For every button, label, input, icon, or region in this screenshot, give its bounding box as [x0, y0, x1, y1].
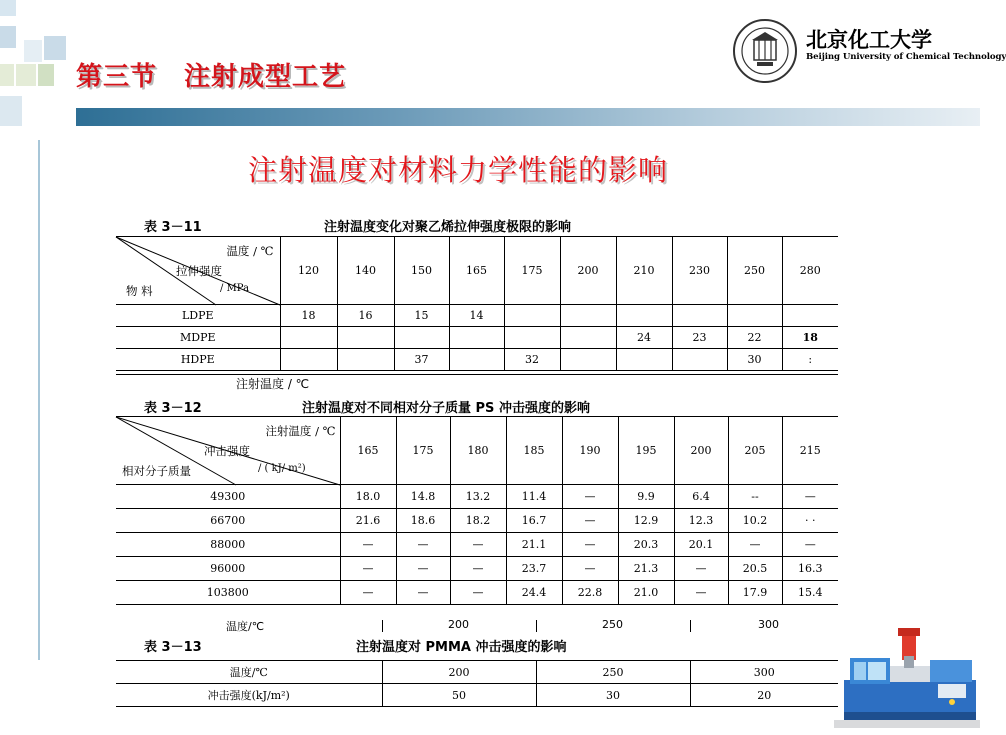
table-row — [116, 533, 838, 557]
table-3-11-caption: 注射温度变化对聚乙烯拉伸强度极限的影响 — [324, 220, 572, 235]
table-cell — [280, 327, 337, 349]
table-row — [116, 557, 838, 581]
table-cell: 15 — [394, 305, 449, 327]
table-3-12-header-row — [116, 417, 838, 485]
table-cell — [504, 305, 560, 327]
table-cell — [394, 327, 449, 349]
table-cell: — — [782, 485, 838, 509]
row-name: 96000 — [116, 557, 340, 581]
corner-mid-label: 拉伸强度 — [176, 264, 222, 278]
table-cell — [560, 349, 616, 371]
table-row — [116, 581, 838, 605]
table-cell — [727, 305, 782, 327]
table-cell — [280, 349, 337, 371]
table-cell: — — [450, 581, 506, 605]
table-cell: 300 — [690, 661, 838, 684]
table-cell: 10.2 — [728, 509, 782, 533]
table-cell: 18.2 — [450, 509, 506, 533]
column-header: 215 — [782, 417, 838, 485]
table-cell: — — [674, 581, 728, 605]
table-row — [116, 509, 838, 533]
table-cell: — — [562, 557, 618, 581]
table-cell: 9.9 — [618, 485, 674, 509]
table-cell: 16 — [337, 305, 394, 327]
column-header: 150 — [394, 237, 449, 305]
table-cell: — — [782, 533, 838, 557]
ghost-row-value: 200 — [448, 618, 469, 631]
table-cell: 20.1 — [674, 533, 728, 557]
table-cell: 20.3 — [618, 533, 674, 557]
table-3-13-ghost-row — [116, 618, 838, 634]
table-cell — [449, 327, 504, 349]
table-3-11-label: 表 3－11 — [144, 220, 202, 235]
column-header: 140 — [337, 237, 394, 305]
table-cell: 30 — [727, 349, 782, 371]
table-cell: 15.4 — [782, 581, 838, 605]
table-cell — [616, 305, 672, 327]
left-vertical-rule — [38, 140, 40, 660]
table-cell: 22 — [727, 327, 782, 349]
column-header: 165 — [449, 237, 504, 305]
table-cell: 18.6 — [396, 509, 450, 533]
table-cell: 37 — [394, 349, 449, 371]
table-row — [116, 485, 838, 509]
table-cell: 11.4 — [506, 485, 562, 509]
university-name-cn: 北京化工大学 — [806, 27, 932, 52]
column-header: 180 — [450, 417, 506, 485]
table-3-11-header-row — [116, 237, 838, 305]
corner-top-label: 注射温度 / ℃ — [265, 424, 336, 438]
table-cell: 32 — [504, 349, 560, 371]
ghost-row-value: 250 — [602, 618, 623, 631]
table-cell — [782, 305, 838, 327]
table-cell: — — [396, 533, 450, 557]
table-cell — [337, 327, 394, 349]
corner-left-label: 相对分子质量 — [122, 464, 191, 478]
table-cell: 20.5 — [728, 557, 782, 581]
row-name: HDPE — [116, 349, 280, 371]
ghost-row-label: 温度/℃ — [226, 620, 265, 633]
corner-top-label: 温度 / ℃ — [226, 244, 274, 258]
column-header: 250 — [727, 237, 782, 305]
table-cell: — — [728, 533, 782, 557]
table-cell: 6.4 — [674, 485, 728, 509]
title-underline-bar — [76, 108, 980, 126]
table-cell: 24.4 — [506, 581, 562, 605]
row-name: 66700 — [116, 509, 340, 533]
row-name: LDPE — [116, 305, 280, 327]
ghost-row-value: 300 — [758, 618, 779, 631]
table-cell: · · — [782, 509, 838, 533]
row-name: 88000 — [116, 533, 340, 557]
column-header: 230 — [672, 237, 727, 305]
column-header: 200 — [674, 417, 728, 485]
table-cell: 22.8 — [562, 581, 618, 605]
column-header: 280 — [782, 237, 838, 305]
ghost-divider — [382, 620, 383, 632]
table-cell: — — [396, 581, 450, 605]
table-cell: 16.7 — [506, 509, 562, 533]
table-cell: 14 — [449, 305, 504, 327]
table-cell: — — [562, 533, 618, 557]
table-cell: 20 — [690, 684, 838, 707]
table-cell: 18.0 — [340, 485, 396, 509]
table-cell: — — [396, 557, 450, 581]
table-cell: 30 — [536, 684, 690, 707]
row-name: 温度/℃ — [116, 661, 382, 684]
table-cell: — — [450, 557, 506, 581]
table-cell: 24 — [616, 327, 672, 349]
table-cell — [504, 327, 560, 349]
table-row — [116, 684, 838, 707]
table-cell: 23 — [672, 327, 727, 349]
university-name-en: Beijing University of Chemical Technology — [806, 52, 1006, 62]
table-row — [116, 327, 838, 349]
column-header: 190 — [562, 417, 618, 485]
table-3-11 — [116, 236, 838, 371]
column-header: 175 — [396, 417, 450, 485]
table-cell: 17.9 — [728, 581, 782, 605]
row-name: 103800 — [116, 581, 340, 605]
table-3-12-corner — [116, 417, 340, 485]
column-header: 120 — [280, 237, 337, 305]
table-3-12-caption: 注射温度对不同相对分子质量 PS 冲击强度的影响 — [302, 401, 590, 416]
table-cell: — — [340, 533, 396, 557]
table-cell — [337, 349, 394, 371]
table-cell: 16.3 — [782, 557, 838, 581]
table-cell — [616, 349, 672, 371]
cutoff-row-text: 注射温度 / ℃ — [236, 377, 310, 391]
table-row — [116, 305, 838, 327]
row-name: 冲击强度(kJ/m²) — [116, 684, 382, 707]
table-cell — [672, 305, 727, 327]
table-cell: 14.8 — [396, 485, 450, 509]
ghost-divider — [536, 620, 537, 632]
table-cell: — — [562, 485, 618, 509]
table-row — [116, 349, 838, 371]
table-cell: 23.7 — [506, 557, 562, 581]
row-name: 49300 — [116, 485, 340, 509]
table-cell — [560, 305, 616, 327]
table-cell: 18 — [782, 327, 838, 349]
university-seal-icon — [732, 18, 798, 84]
table-cell: — — [340, 581, 396, 605]
table-cell: 18 — [280, 305, 337, 327]
table-cell: — — [562, 509, 618, 533]
table-cell — [672, 349, 727, 371]
table-cell: 200 — [382, 661, 536, 684]
column-header: 195 — [618, 417, 674, 485]
table-cell: 21.3 — [618, 557, 674, 581]
table-3-12 — [116, 416, 838, 605]
table-cell: — — [340, 557, 396, 581]
ghost-divider — [690, 620, 691, 632]
table-3-11-cutoff-strip — [116, 374, 838, 391]
table-3-13-caption: 注射温度对 PMMA 冲击强度的影响 — [356, 640, 567, 655]
table-cell: 50 — [382, 684, 536, 707]
column-header: 210 — [616, 237, 672, 305]
table-cell: — — [450, 533, 506, 557]
table-cell: 12.9 — [618, 509, 674, 533]
corner-unit-label: / ( kJ/ m²) — [258, 463, 306, 474]
table-cell: 12.3 — [674, 509, 728, 533]
row-name: MDPE — [116, 327, 280, 349]
column-header: 200 — [560, 237, 616, 305]
table-cell: 250 — [536, 661, 690, 684]
table-cell: 21.0 — [618, 581, 674, 605]
column-header: 175 — [504, 237, 560, 305]
corner-unit-label: / MPa — [220, 283, 250, 294]
injection-molding-machine-icon — [834, 620, 980, 732]
table-cell: 13.2 — [450, 485, 506, 509]
section-title: 第三节 注射成型工艺 — [76, 62, 347, 92]
column-header: 165 — [340, 417, 396, 485]
table-3-13-label: 表 3－13 — [144, 640, 202, 655]
column-header: 185 — [506, 417, 562, 485]
table-cell — [560, 327, 616, 349]
table-3-13 — [116, 660, 838, 707]
table-3-12-label: 表 3－12 — [144, 401, 202, 416]
table-cell: 21.1 — [506, 533, 562, 557]
slide-main-title: 注射温度对材料力学性能的影响 — [248, 153, 669, 187]
table-cell: : — [782, 349, 838, 371]
table-cell: 21.6 — [340, 509, 396, 533]
corner-decoration — [0, 0, 80, 130]
table-3-11-corner — [116, 237, 280, 305]
table-cell: -- — [728, 485, 782, 509]
column-header: 205 — [728, 417, 782, 485]
table-cell — [449, 349, 504, 371]
table-cell: — — [674, 557, 728, 581]
corner-mid-label: 冲击强度 — [204, 444, 250, 458]
table-row — [116, 661, 838, 684]
corner-left-label: 物 料 — [126, 284, 153, 298]
